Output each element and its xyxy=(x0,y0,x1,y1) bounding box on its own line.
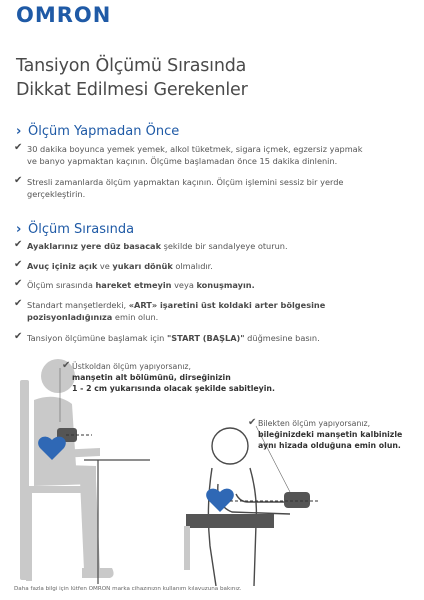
title-line-1: Tansiyon Ölçümü Sırasında xyxy=(16,56,247,76)
section-heading-label: Ölçüm Yapmadan Önce xyxy=(28,124,180,139)
section-heading-during-measurement xyxy=(16,222,134,237)
chevron-right-icon: › xyxy=(16,124,22,139)
checkmark-icon: ✔ xyxy=(14,239,23,250)
list-item xyxy=(14,176,414,200)
chevron-right-icon: › xyxy=(16,222,22,237)
checkmark-icon: ✔ xyxy=(62,360,71,371)
list-item-text: Avuç içiniz açık ve yukarı dönük olmalıdır. xyxy=(27,261,213,271)
list-item xyxy=(14,332,414,344)
omron-logo: OMRON xyxy=(16,3,112,27)
checkmark-icon: ✔ xyxy=(14,259,23,270)
wrist-cuff xyxy=(284,492,310,508)
page-title xyxy=(16,54,248,102)
list-item-text: Standart manşetlerdeki, «ART» işaretini üst koldaki arter bölgesine pozisyonladığınıza emin olun. xyxy=(27,300,326,322)
list-item xyxy=(14,299,414,323)
table-support xyxy=(184,526,190,570)
list-item xyxy=(14,260,414,272)
title-line-2: Dikkat Edilmesi Gerekenler xyxy=(16,80,248,100)
shin xyxy=(80,480,100,570)
checkmark-icon: ✔ xyxy=(14,142,23,153)
list-item-text: Ayaklarınız yere düz basacak şekilde bir sandalyeye oturun. xyxy=(27,241,288,251)
checkmark-icon: ✔ xyxy=(14,298,23,309)
section-heading-label: Ölçüm Sırasında xyxy=(28,222,135,237)
list-item xyxy=(14,240,414,252)
list-item-text: Stresli zamanlarda ölçüm yapmaktan kaçının. Ölçüm işlemini sessiz bir yerde gerçekleştirin. xyxy=(27,177,344,199)
chair-leg xyxy=(26,493,32,581)
list-item xyxy=(14,279,414,291)
checkmark-icon: ✔ xyxy=(14,331,23,342)
heart-icon xyxy=(206,489,234,512)
checkmark-icon: ✔ xyxy=(14,278,23,289)
list-item-text: Tansiyon ölçümüne başlamak için "START (BAŞLA)" düğmesine basın. xyxy=(27,333,320,343)
list-item-text: Ölçüm sırasında hareket etmeyin veya konuşmayın. xyxy=(27,280,255,290)
checkmark-icon: ✔ xyxy=(248,417,257,428)
table-block xyxy=(186,514,274,528)
footer-note: Daha fazla bilgi için lütfen OMRON marka cihazınızın kullanım kılavuzuna bakınız. xyxy=(14,586,242,592)
head-outline xyxy=(212,428,248,464)
checkmark-icon: ✔ xyxy=(14,175,23,186)
section-heading-before-measurement xyxy=(16,124,179,139)
list-item-text: 30 dakika boyunca yemek yemek, alkol tüketmek, sigara içmek, egzersiz yapmak ve banyo yapmaktan kaçının. Ölçüme başlamadan önce 15 dakika dinlenin. xyxy=(27,144,363,166)
chair-seat xyxy=(22,486,90,493)
list-item xyxy=(14,143,414,167)
upper-arm-note: ✔ Üstkoldan ölçüm yapıyorsanız, manşetin alt bölümünü, dirseğinizin 1 - 2 cm yukarısında olacak şekilde sabitleyin. xyxy=(62,360,275,393)
wrist-note: ✔ Bilekten ölçüm yapıyorsanız, bileğinizdeki manşetin kalbinizle aynı hizada olduğuna emin olun. xyxy=(248,417,403,450)
